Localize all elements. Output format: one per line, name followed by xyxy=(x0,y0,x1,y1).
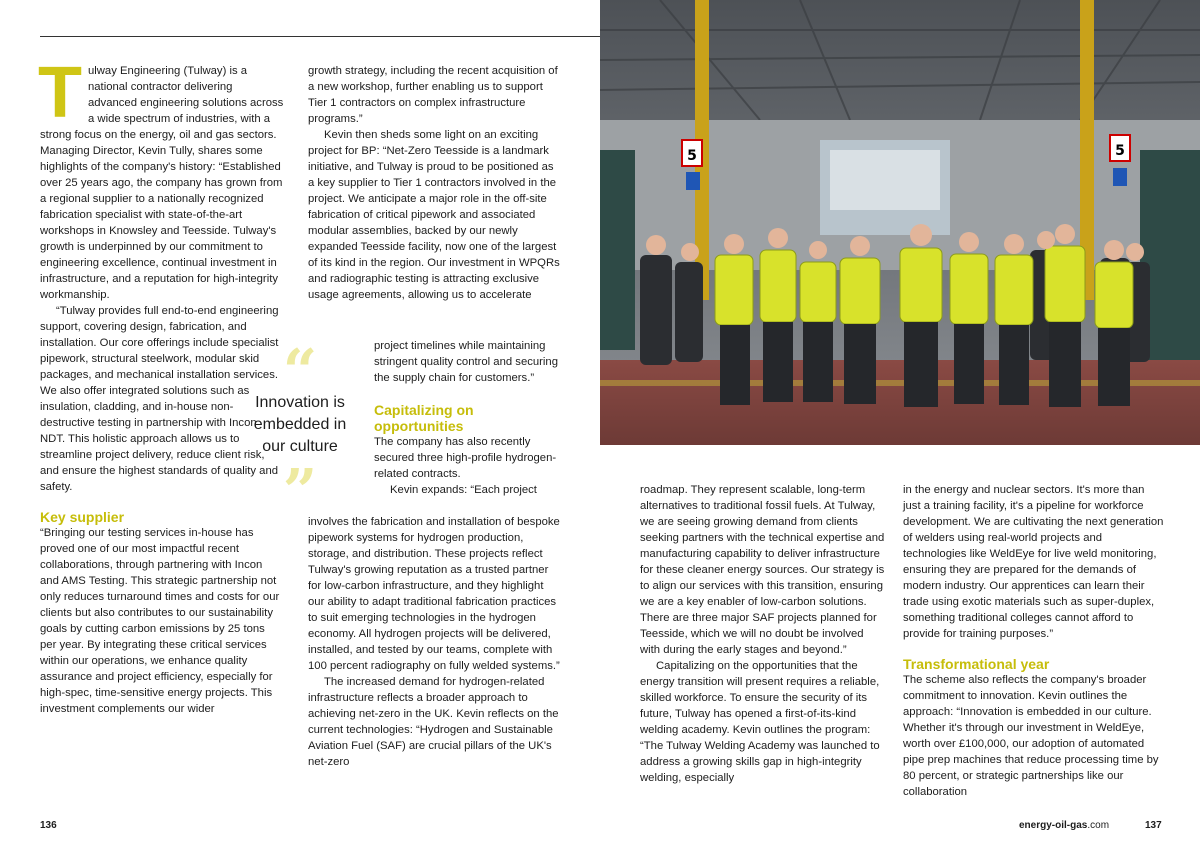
column-2-top xyxy=(308,63,560,303)
website-footer xyxy=(1019,820,1109,831)
team-photo-illustration xyxy=(600,0,1200,445)
body-paragraph: involves the fabrication and installation of bespoke pipework systems for hydrogen production, storage, and distribution. These projects reflect Tulway's growing reputation as a trusted partner for low-carbon infrastructure, and they highlight our ability to adapt traditional fabrication practices to suit emerging technologies in the hydrogen economy. All hydrogen projects will be delivered, installed, and tested by our teams, complete with 100 percent radiography on fully welded systems.” xyxy=(308,516,560,672)
speed-sign-left: 5 xyxy=(687,148,697,164)
website-bold: energy-oil-gas xyxy=(1019,820,1088,831)
body-paragraph: Capitalizing on the opportunities that the energy transition will present requires a reliable, skilled workforce. To ensure the security of its future, Tulway has opened a first-of-its-kind welding academy. Kevin outlines the program: “The Tulway Welding Academy was launched to address a growing skills gap in high-integrity welding, especially xyxy=(640,660,880,784)
pull-quote-text: Innovation is embedded in our culture xyxy=(253,394,347,455)
section-heading-transformational-year: Transformational year xyxy=(903,656,1050,672)
body-paragraph: roadmap. They represent scalable, long-term alternatives to traditional fossil fuels. At Tulway, we are seeing growing demand from clients seeking partners with the technical expertise and manufacturing capability to deliver infrastructure for these cleaner energy sources. Our strategy is to align our services with this transition, ensuring we are a key enabler of low-carbon solutions. There are three major SAF projects planned for Teesside, which we will no doubt be involved with during the early stages and beyond.” xyxy=(640,484,885,656)
section-heading-key-supplier: Key supplier xyxy=(40,509,125,525)
body-paragraph: growth strategy, including the recent acquisition of a new workshop, further enabling us to support Tier 1 contractors on complex infrastructure programs.” xyxy=(308,65,558,125)
page-number-left: 136 xyxy=(40,820,57,831)
column-2-narrow xyxy=(374,338,564,498)
body-paragraph: Kevin expands: “Each project xyxy=(390,484,537,496)
quote-open-mark: “ xyxy=(282,337,318,407)
body-paragraph: “Tulway provides full end-to-end engineering support, covering design, fabrication, and installation. Our core offerings include specialist pipework, structural steelwork, modular skid packages, and mechanical installation services. We also offer integrated solutions such as insulation, cladding, and in-house non-destructive testing in partnership with Incon NDT. This holistic approach allows us to streamline project delivery, reduce client risk, and ensure the highest standards of quality and safety. xyxy=(40,305,279,493)
quote-close-mark: ” xyxy=(282,457,318,527)
page-number-right: 137 xyxy=(1145,820,1162,831)
section-heading-capitalizing: Capitalizing on opportunities xyxy=(374,402,474,434)
body-paragraph: “Bringing our testing services in-house has proved one of our most impactful recent collaborations, through partnering with Incon and AMS Testing. This strategic partnership not only reduces turnaround times and costs for our clients but also contributes to our sustainability goals by cutting carbon emissions by 25 tons per year. By integrating these critical services within our operations, we enhance quality assurance and project efficiency, especially for high-spec, time-sensitive energy projects. This investment complements our wider xyxy=(40,527,280,715)
body-paragraph: in the energy and nuclear sectors. It's more than just a training facility, it's a pipeline for workforce development. We are cultivating the next generation of welders using real-world projects and technologies like WeldEye for live weld monitoring, ensuring they are prepared for the demands of modern industry. Our apprentices can learn their trade using exotic materials such as super-duplex, something traditional colleges cannot afford to provide for training purposes.” xyxy=(903,484,1164,640)
website-suffix: .com xyxy=(1087,820,1110,831)
header-rule-left xyxy=(40,36,602,37)
intro-paragraph: ulway Engineering (Tulway) is a national contractor delivering advanced engineering solutions across a wide spectrum of industries, with a strong focus on the energy, oil and gas sectors. Managing Director, Kevin Tully, shares some highlights of the company's history: “Established over 25 years ago, the company has grown from a regional supplier to a nationally recognized fabrication specialist with state-of-the-art workshops in Knowsley and Teesside. Tulway's growth is underpinned by our commitment to engineering excellence, continual investment in infrastructure, and a reputation for high-integrity workmanship. xyxy=(40,65,284,301)
body-paragraph: Kevin then sheds some light on an exciting project for BP: “Net-Zero Teesside is a landmark initiative, and Tulway is proud to be positioned as a key supplier to Tier 1 contractors involved in the project. We anticipate a major role in the off-site fabrication of critical pipework and associated modular assemblies, backed by our newly expanded Teesside facility, now one of the largest of its kind in the region. Our investment in WPQRs and radiographic testing is attracting exclusive usage agreements, allowing us to accelerate xyxy=(308,129,560,301)
body-paragraph: project timelines while maintaining stringent quality control and securing the supply chain for customers.” xyxy=(374,340,558,384)
body-paragraph: The scheme also reflects the company's broader commitment to innovation. Kevin outlines the approach: “Innovation is embedded in our culture. Whether it's through our investment in WeldEye, worth over £100,000, our adoption of automated pipe prep machines that reduce processing time by 80 percent, or strategic partnerships like our collaboration xyxy=(903,674,1159,798)
body-paragraph: The company has also recently secured three high-profile hydrogen-related contracts. xyxy=(374,436,557,480)
column-2-bottom xyxy=(308,514,562,770)
speed-sign-right: 5 xyxy=(1115,143,1125,159)
column-4 xyxy=(903,482,1165,800)
body-paragraph: The increased demand for hydrogen-related infrastructure reflects a broader approach to achieving net-zero in the UK. Kevin reflects on the current technologies: “Hydrogen and Sustainable Aviation Fuel (SAF) are crucial pillars of the UK's net-zero xyxy=(308,676,559,768)
pull-quote xyxy=(240,337,360,527)
drop-cap: T xyxy=(38,53,82,133)
team-photo xyxy=(600,0,1200,445)
column-3 xyxy=(640,482,886,786)
